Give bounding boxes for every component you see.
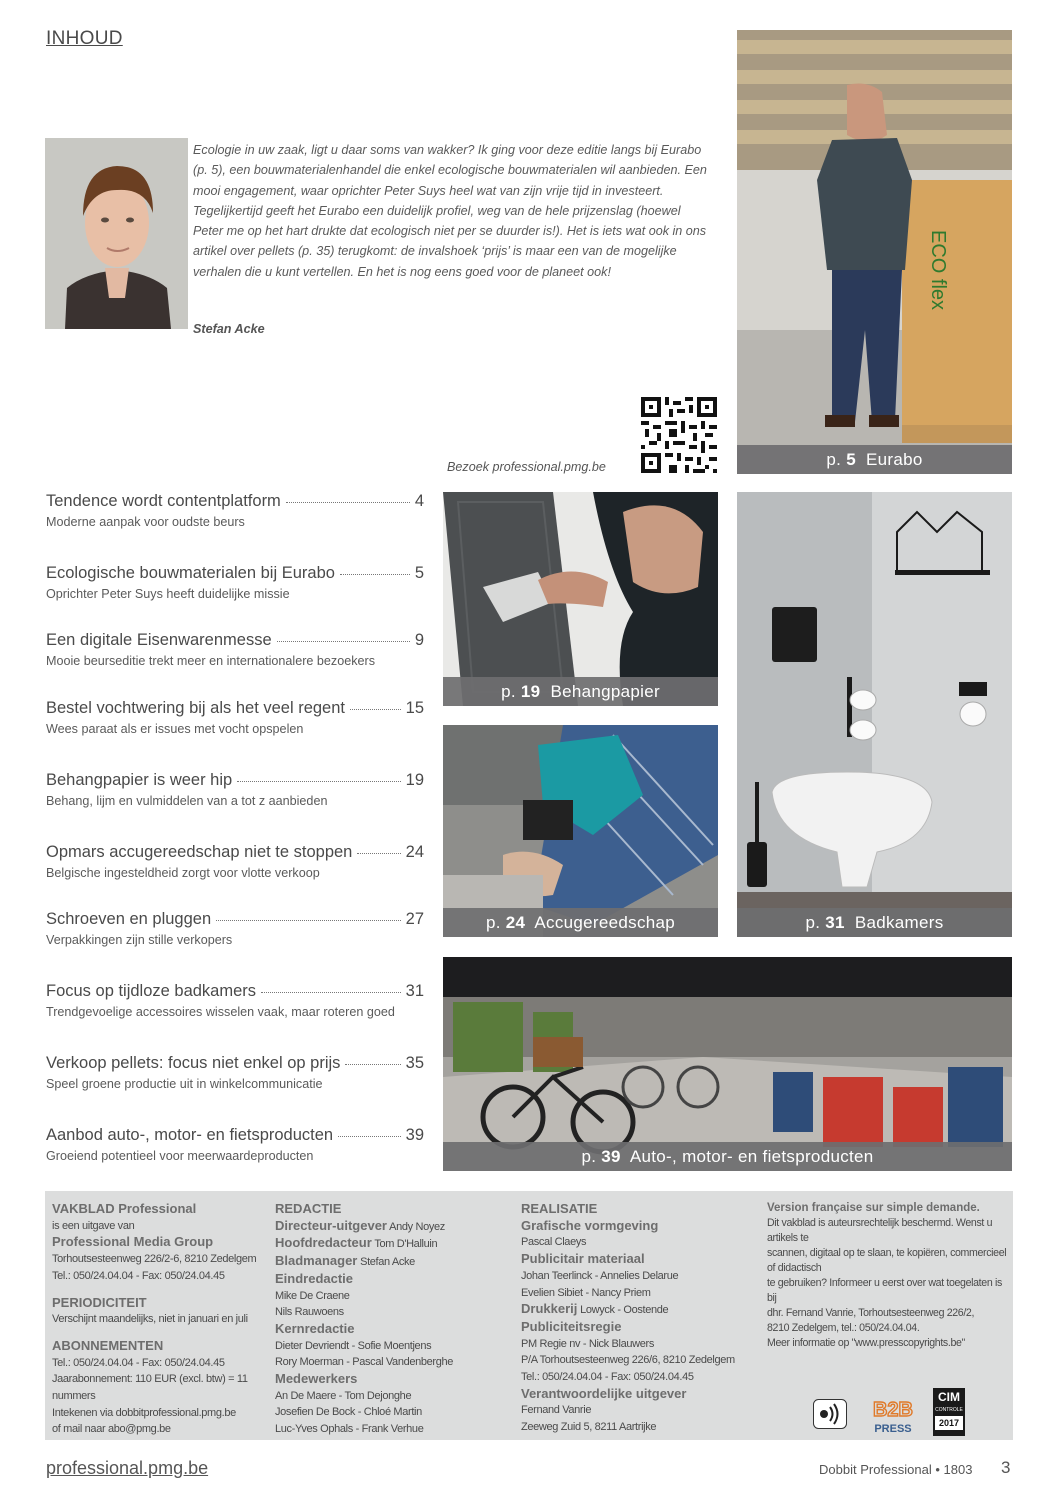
role-person: Zeeweg Zuid 5, 8211 Aartrijke — [521, 1421, 657, 1434]
photo-auto-motor-fiets — [443, 957, 1012, 1171]
cim-year: 2017 — [935, 1416, 963, 1430]
copyright-line: scannen, digitaal op te slaan, te kopiëren, commercieel of didactisch — [767, 1247, 1007, 1274]
caption-label: Eurabo — [866, 450, 923, 469]
editor-portrait — [45, 138, 188, 329]
toc-title: Ecologische bouwmaterialen bij Eurabo — [46, 564, 335, 582]
toc-item[interactable] — [46, 1054, 424, 1091]
role-person: Andy Noyez — [389, 1220, 445, 1233]
role-person: Josefien De Bock - Chloé Martin — [275, 1406, 422, 1419]
toc-leader — [338, 1136, 401, 1137]
subscriptions-heading: ABONNEMENTEN — [52, 1337, 164, 1353]
role-person: Fernand Vanrie — [521, 1404, 592, 1417]
toc-title: Behangpapier is weer hip — [46, 771, 233, 789]
footer-website-link[interactable]: professional.pmg.be — [46, 1458, 209, 1478]
toc-item[interactable] — [46, 699, 424, 736]
copyright-line: 8210 Zedelgem, tel.: 050/24.04.04. — [767, 1322, 920, 1334]
footer-page-number: 3 — [1001, 1458, 1011, 1477]
toc-title: Schroeven en pluggen — [46, 910, 212, 928]
caption-prefix: p. — [485, 913, 501, 932]
svg-text:B2B: B2B — [872, 1399, 914, 1420]
caption-page: 5 — [846, 450, 856, 469]
role-person: Stefan Acke — [360, 1256, 415, 1269]
toc-page: 19 — [405, 771, 424, 789]
photo-caption-auto-motor-fiets — [443, 1142, 1012, 1171]
colophon-heading: REDACTIE — [275, 1201, 342, 1216]
role-person: Luc-Yves Ophals - Frank Verhue — [275, 1423, 424, 1436]
role-person: Tom D'Halluin — [374, 1238, 438, 1251]
press-copyrights-logo — [813, 1399, 847, 1429]
toc-leader — [261, 992, 401, 993]
toc-title: Aanbod auto-, motor- en fietsproducten — [46, 1126, 334, 1144]
toc-subtitle: Speel groene productie uit in winkelcommunicatie — [46, 1077, 323, 1091]
role-label: Directeur-uitgever — [275, 1217, 387, 1233]
colophon-heading: REALISATIE — [521, 1201, 598, 1216]
toc-title: Focus op tijdloze badkamers — [46, 982, 257, 1000]
publisher-phone: Tel.: 050/24.04.04 - Fax: 050/24.04.45 — [52, 1269, 225, 1282]
photo-caption-behangpapier — [443, 677, 718, 706]
role-person: Evelien Sibiet - Nancy Priem — [521, 1286, 651, 1299]
b2b-press-text: PRESS — [874, 1423, 912, 1435]
role-label: Medewerkers — [275, 1371, 358, 1387]
role-person: Mike De Craene — [275, 1289, 350, 1302]
colophon-publisher — [52, 1201, 267, 1438]
toc-page: 4 — [414, 492, 424, 510]
subscriptions-mail[interactable]: of mail naar abo@pmg.be — [52, 1423, 171, 1436]
role-person: Pascal Claeys — [521, 1236, 587, 1249]
publisher-address: Torhoutsesteenweg 226/2-6, 8210 Zedelgem — [52, 1253, 257, 1266]
subscriptions-price: Jaarabonnement: 110 EUR (excl. btw) = 11 nummers — [52, 1373, 248, 1403]
role-person: P/A Torhoutsesteenweg 226/6, 8210 Zedelgem — [521, 1354, 735, 1367]
toc-page: 31 — [405, 982, 424, 1000]
caption-page: 19 — [520, 682, 541, 701]
colophon — [45, 1191, 1013, 1440]
role-person: Lowyck - Oostende — [580, 1304, 669, 1317]
footer-magazine-issue: Dobbit Professional • 1803 — [819, 1462, 973, 1477]
toc-subtitle: Belgische ingesteldheid zorgt voor vlotte verkoop — [46, 866, 320, 880]
copyright-line: Meer informatie op "www.presscopyrights.be" — [767, 1337, 965, 1349]
toc-subtitle: Behang, lijm en vulmiddelen van a tot z aanbieden — [46, 794, 328, 808]
editorial-text: Ecologie in uw zaak, ligt u daar soms van wakker? Ik ging voor deze editie langs bij Eurabo (p. 5), een bouwmaterialenhandel die enkel ecologische bouwmaterialen wil aanbieden. Een mooi engagement, waar oprichter Peter Suys heel wat van zijn vrije tijd in investeert. Tegelijkertijd geeft het Eurabo een duidelijk profiel, weg van de hele prijzenslag (hoewel Peter me op het hart drukte dat ecologisch niet per se duurder is!). Het is iets wat ook in ons artikel over pellets (p. 35) terugkomt: de invalshoek ‘prijs’ is maar een van de mogelijke verhalen die u kunt vertellen. En het is nog eens goed voor de planeet ook! — [193, 143, 707, 279]
toc-leader — [350, 709, 401, 710]
toc-subtitle: Trendgevoelige accessoires wisselen vaak, maar roteren goed — [46, 1005, 395, 1019]
role-person: Tel.: 050/24.04.04 - Fax: 050/24.04.45 — [521, 1371, 694, 1384]
caption-prefix: p. — [805, 913, 821, 932]
toc-page: 35 — [405, 1054, 424, 1072]
copyright-line: te gebruiken? Informeer u eerst over wat toegelaten is bij — [767, 1277, 1002, 1304]
role-label: Hoofdredacteur — [275, 1235, 372, 1251]
toc-item[interactable] — [46, 910, 424, 947]
toc-page: 9 — [414, 631, 424, 649]
visit-website-label: Bezoek professional.pmg.be — [447, 460, 606, 474]
role-label: Bladmanager — [275, 1253, 358, 1269]
toc-title: Tendence wordt contentplatform — [46, 492, 281, 510]
toc-page: 24 — [405, 843, 424, 861]
cim-text: CIM — [938, 1390, 960, 1404]
photo-caption-eurabo — [737, 445, 1012, 474]
role-person: Dieter Devriendt - Sofie Moentjens — [275, 1339, 432, 1352]
role-person: Rory Moerman - Pascal Vandenberghe — [275, 1356, 454, 1369]
role-label: Kernredactie — [275, 1320, 355, 1336]
toc-subtitle: Mooie beurseditie trekt meer en internationalere bezoekers — [46, 654, 376, 668]
caption-page: 24 — [505, 913, 526, 932]
toc-item[interactable] — [46, 771, 424, 808]
caption-label: Behangpapier — [550, 682, 660, 701]
toc-subtitle: Wees paraat als er issues met vocht opspelen — [46, 722, 304, 736]
toc-subtitle: Verpakkingen zijn stille verkopers — [46, 933, 233, 947]
toc-subtitle: Oprichter Peter Suys heeft duidelijke missie — [46, 587, 290, 601]
toc-page: 5 — [414, 564, 424, 582]
toc-title: Opmars accugereedschap niet te stoppen — [46, 843, 353, 861]
toc-item[interactable] — [46, 631, 424, 668]
toc-page: 27 — [405, 910, 424, 928]
role-person: PM Regie nv - Nick Blauwers — [521, 1337, 654, 1350]
toc-item[interactable] — [46, 843, 424, 880]
subscriptions-web[interactable]: Intekenen via dobbitprofessional.pmg.be — [52, 1406, 236, 1419]
cim-logo — [933, 1388, 965, 1436]
photo-behangpapier — [443, 492, 718, 706]
caption-page: 31 — [825, 913, 845, 932]
photo-accugereedschap — [443, 725, 718, 937]
toc-leader — [340, 574, 410, 575]
toc-item[interactable] — [46, 492, 424, 529]
page-title: INHOUD — [46, 28, 123, 49]
role-person: An De Maere - Tom Dejonghe — [275, 1389, 412, 1402]
toc-subtitle: Groeiend potentieel voor meerwaardeproducten — [46, 1149, 314, 1163]
toc-page: 15 — [405, 699, 424, 717]
svg-text:ECO flex: ECO flex — [927, 230, 949, 311]
toc-subtitle: Moderne aanpak voor oudste beurs — [46, 515, 245, 529]
toc-leader — [237, 781, 400, 782]
publisher-name: Professional Media Group — [52, 1234, 214, 1250]
periodicity-text: Verschijnt maandelijks, niet in januari en juli — [52, 1313, 248, 1326]
role-label: Drukkerij — [521, 1301, 578, 1317]
cim-subtext: CONTROLE — [935, 1407, 963, 1413]
photo-eurabo — [737, 30, 1012, 474]
role-label: Eindredactie — [275, 1270, 354, 1286]
caption-page: 39 — [601, 1147, 621, 1166]
toc-title: Een digitale Eisenwarenmesse — [46, 631, 272, 649]
photo-caption-accugereedschap — [443, 908, 718, 937]
role-label: Publiciteitsregie — [521, 1318, 622, 1334]
caption-prefix: p. — [501, 682, 516, 701]
toc-leader — [286, 502, 410, 503]
caption-label: Accugereedschap — [534, 913, 676, 932]
toc-title: Bestel vochtwering bij als het veel regent — [46, 699, 345, 717]
photo-caption-badkamers — [737, 908, 1012, 937]
b2b-press-logo — [867, 1396, 919, 1434]
toc-item[interactable] — [46, 564, 424, 601]
photo-badkamers — [737, 492, 1012, 937]
colophon-copyright — [767, 1201, 1007, 1351]
colophon-production — [521, 1201, 753, 1436]
colophon-editorial — [275, 1201, 500, 1438]
copyright-line: Dit vakblad is auteursrechtelijk beschermd. Wenst u artikels te — [767, 1217, 993, 1244]
toc-leader — [277, 641, 410, 642]
role-label: Verantwoordelijke uitgever — [521, 1385, 687, 1401]
toc-leader — [357, 853, 400, 854]
caption-prefix: p. — [581, 1147, 597, 1166]
caption-label: Badkamers — [854, 913, 944, 932]
subscriptions-phone: Tel.: 050/24.04.04 - Fax: 050/24.04.45 — [52, 1356, 225, 1369]
role-person: Nils Rauwoens — [275, 1306, 344, 1319]
caption-label: Auto-, motor- en fietsproducten — [629, 1147, 874, 1166]
toc-title: Verkoop pellets: focus niet enkel op prijs — [46, 1054, 341, 1072]
toc-item[interactable] — [46, 1126, 424, 1163]
toc-leader — [345, 1064, 400, 1065]
colophon-heading: VAKBLAD Professional — [52, 1201, 197, 1216]
role-label: Grafische vormgeving — [521, 1217, 659, 1233]
qr-code[interactable] — [641, 397, 717, 473]
toc-page: 39 — [405, 1126, 424, 1144]
colophon-heading: Version française sur simple demande. — [767, 1202, 980, 1214]
colophon-line: is een uitgave van — [52, 1219, 135, 1232]
editorial-signature: Stefan Acke — [193, 322, 265, 336]
toc-item[interactable] — [46, 982, 424, 1019]
role-label: Publicitair materiaal — [521, 1251, 645, 1267]
role-person: Johan Teerlinck - Annelies Delarue — [521, 1269, 679, 1282]
copyright-line: dhr. Fernand Vanrie, Torhoutsesteenweg 226/2, — [767, 1307, 975, 1319]
toc-leader — [216, 920, 401, 921]
caption-prefix: p. — [826, 450, 842, 469]
periodicity-heading: PERIODICITEIT — [52, 1294, 147, 1310]
